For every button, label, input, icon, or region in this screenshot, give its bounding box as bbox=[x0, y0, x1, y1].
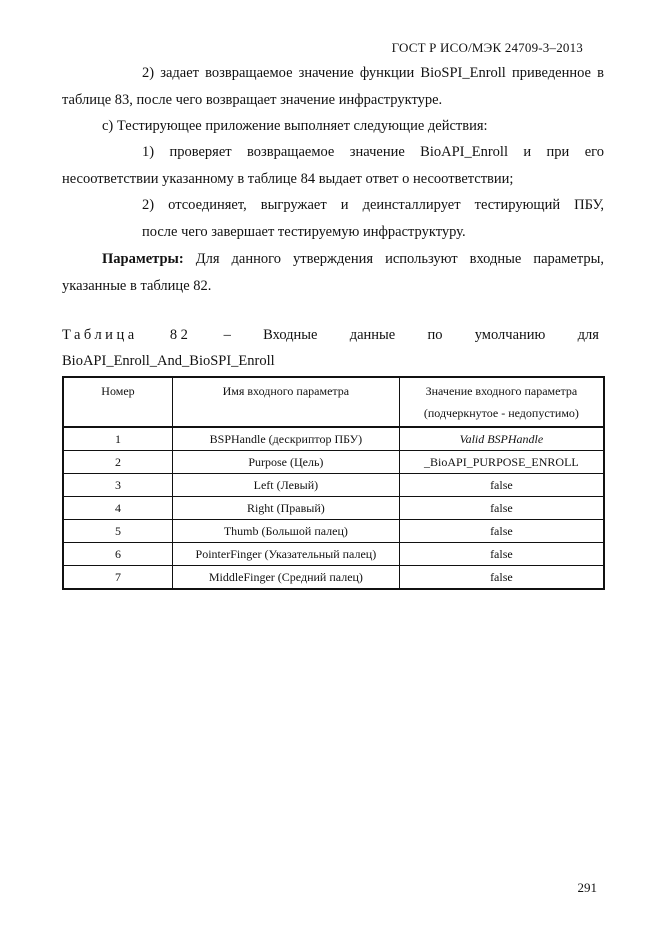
row-number: 1 bbox=[63, 427, 172, 451]
table-row bbox=[63, 497, 604, 520]
caption-word-2: данные bbox=[349, 327, 396, 343]
paragraph-return-value: 2) задает возвращаемое значение функции BioSPI_Enroll приведенное в таблице 83, после чего возвращает значение инфраструктуре. bbox=[62, 65, 604, 108]
header-param-value bbox=[399, 377, 604, 427]
table-row bbox=[63, 474, 604, 497]
row-number: 2 bbox=[63, 451, 172, 474]
parameters-label: Параметры: bbox=[102, 251, 184, 267]
paragraph-parameters bbox=[62, 246, 604, 299]
row-param-value: Valid BSPHandle bbox=[399, 427, 604, 451]
row-param-name: Thumb (Большой палец) bbox=[172, 520, 399, 543]
caption-dash: – bbox=[223, 327, 231, 343]
table-row bbox=[63, 566, 604, 590]
header-param-name: Имя входного параметра bbox=[172, 377, 399, 427]
page-number: 291 bbox=[577, 880, 597, 895]
caption-word-1: Входные bbox=[263, 327, 318, 343]
caption-table-number: 82 bbox=[169, 327, 192, 343]
document-header: ГОСТ Р ИСО/МЭК 24709-3–2013 bbox=[391, 40, 583, 55]
header-param-value-line1: Значение входного параметра bbox=[425, 384, 578, 398]
paragraph-check-return: 1) проверяет возвращаемое значение BioAPI_Enroll и при его несоответствии указанному в таблице 84 выдает ответ о несоответствии; bbox=[62, 144, 604, 187]
header-number: Номер bbox=[63, 377, 172, 427]
caption-line1 bbox=[62, 322, 599, 348]
header-param-value-line2: (подчеркнутое - недопустимо) bbox=[423, 406, 579, 420]
row-param-name: MiddleFinger (Средний палец) bbox=[172, 566, 399, 590]
row-number: 7 bbox=[63, 566, 172, 590]
table-header-row bbox=[63, 377, 604, 427]
table-row bbox=[63, 451, 604, 474]
row-param-name: BSPHandle (дескриптор ПБУ) bbox=[172, 427, 399, 451]
caption-word-3: по bbox=[427, 327, 443, 343]
row-param-name: PointerFinger (Указательный палец) bbox=[172, 543, 399, 566]
caption-line2: BioAPI_Enroll_And_BioSPI_Enroll bbox=[62, 353, 275, 369]
caption-word-4: умолчанию bbox=[474, 327, 546, 343]
parameters-table bbox=[62, 376, 605, 590]
table-row bbox=[63, 543, 604, 566]
table-caption bbox=[62, 322, 599, 374]
paragraph-unload bbox=[62, 192, 604, 245]
row-param-value: _BioAPI_PURPOSE_ENROLL bbox=[399, 451, 604, 474]
row-param-value: false bbox=[399, 497, 604, 520]
table-row bbox=[63, 520, 604, 543]
row-number: 3 bbox=[63, 474, 172, 497]
row-param-value: false bbox=[399, 520, 604, 543]
row-param-name: Right (Правый) bbox=[172, 497, 399, 520]
row-param-name: Left (Левый) bbox=[172, 474, 399, 497]
caption-word-5: для bbox=[577, 327, 599, 343]
paragraph-test-app-actions: c) Тестирующее приложение выполняет следующие действия: bbox=[102, 118, 488, 134]
row-number: 6 bbox=[63, 543, 172, 566]
row-param-value: false bbox=[399, 543, 604, 566]
caption-table-word: Таблица bbox=[62, 327, 138, 343]
table-row bbox=[63, 427, 604, 451]
paragraph-unload-line2: после чего завершает тестируемую инфраструктуру. bbox=[142, 223, 466, 240]
row-param-value: false bbox=[399, 566, 604, 590]
row-number: 5 bbox=[63, 520, 172, 543]
row-param-name: Purpose (Цель) bbox=[172, 451, 399, 474]
row-number: 4 bbox=[63, 497, 172, 520]
parameters-text: Для данного утверждения используют входные параметры, указанные в таблице 82. bbox=[62, 251, 604, 294]
paragraph-unload-line1: 2) отсоединяет, выгружает и деинсталлирует тестирующий ПБУ, bbox=[142, 197, 604, 213]
row-param-value: false bbox=[399, 474, 604, 497]
